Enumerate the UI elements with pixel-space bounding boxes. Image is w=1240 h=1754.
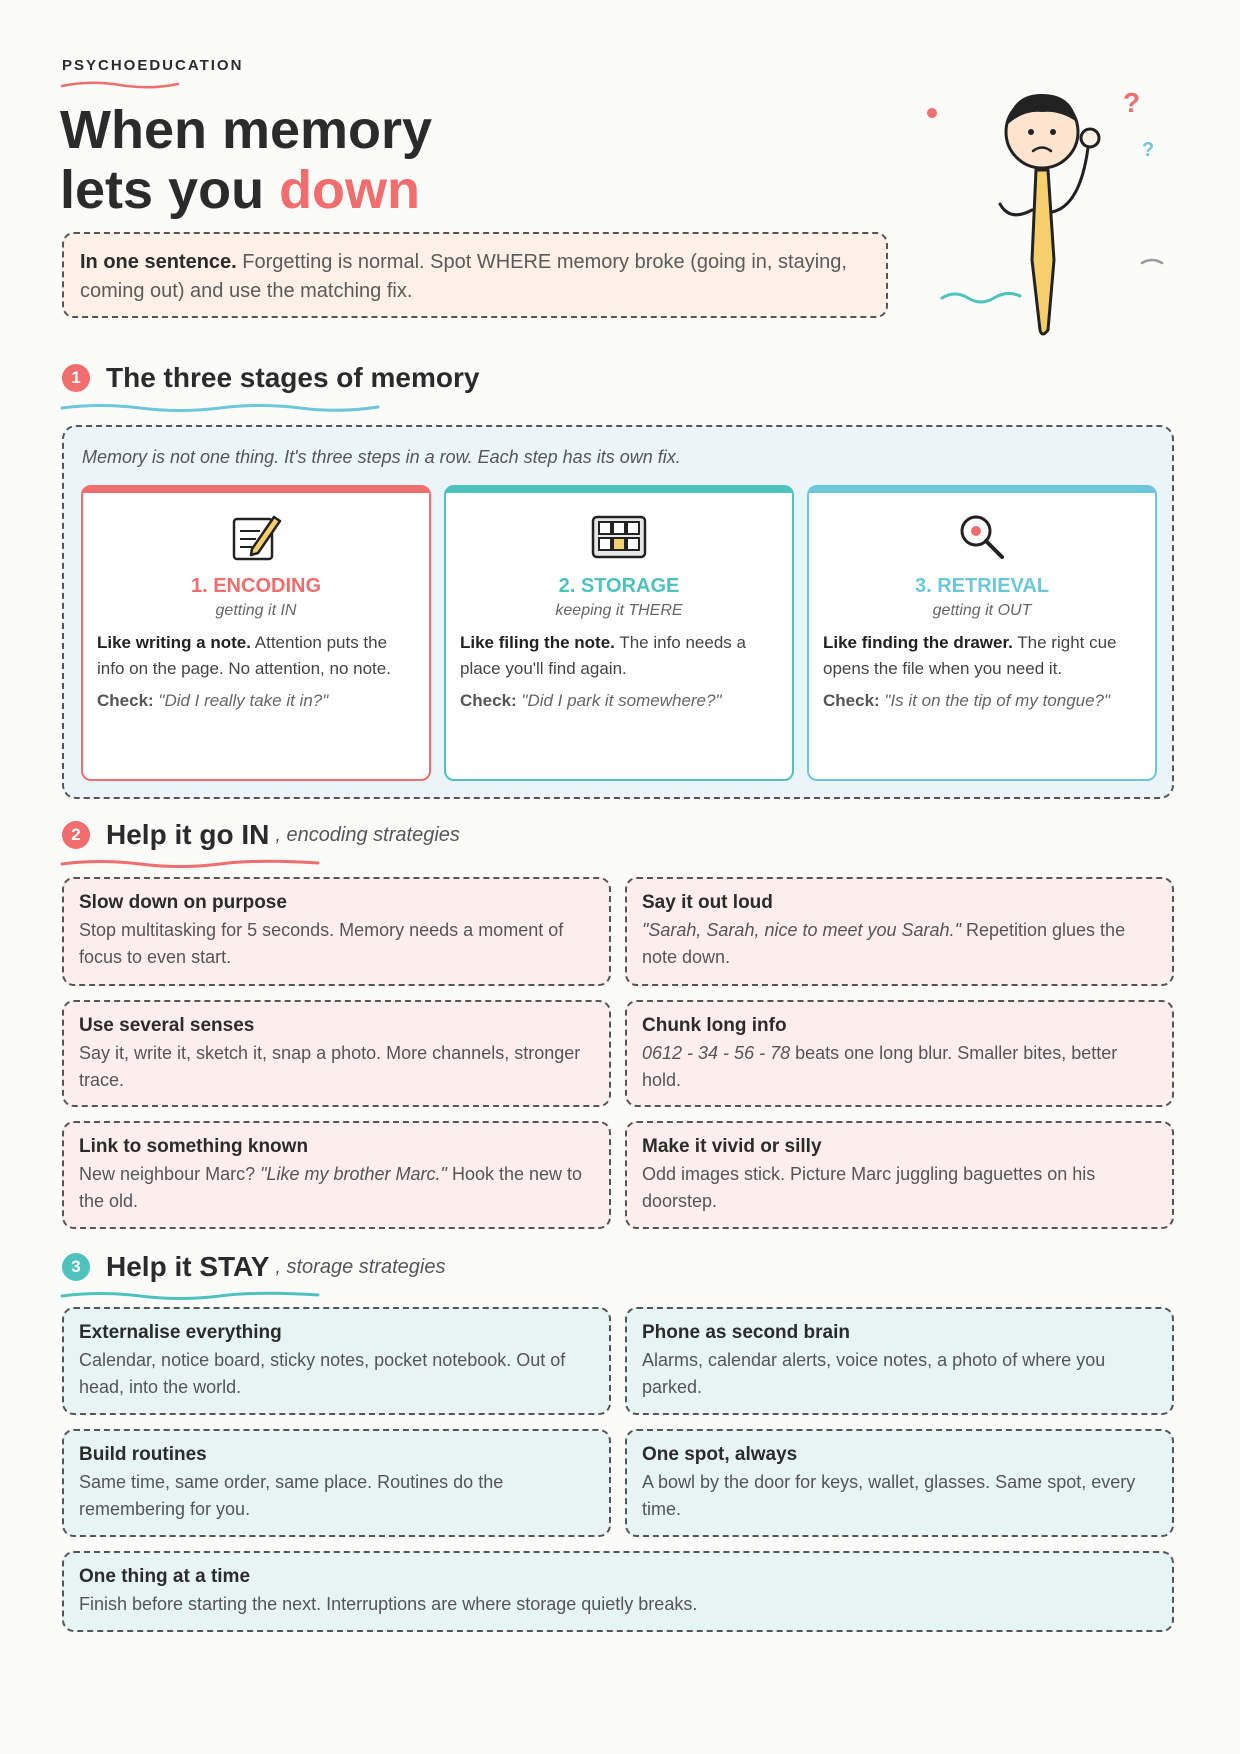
stage-name: 2. STORAGE: [558, 575, 680, 597]
stage-name: 3. RETRIEVAL: [914, 575, 1050, 597]
strategy-card: [62, 1000, 611, 1107]
card-title: One spot, always: [642, 1444, 798, 1465]
card-title: Make it vivid or silly: [642, 1136, 822, 1157]
section1-number: 1: [62, 364, 90, 392]
stages-intro: Memory is not one thing. It's three steps in a row. Each step has its own fix.: [82, 447, 681, 467]
check-label: Check:: [97, 691, 154, 710]
strategy-card: [625, 877, 1174, 986]
card-body: Say it, write it, sketch it, snap a photo. More channels, stronger trace.: [79, 1043, 581, 1090]
right-eye: [1050, 129, 1056, 135]
stage-desc-text: Attention puts the info on the page. No attention, no note.: [97, 633, 391, 678]
check-label: Check:: [823, 691, 880, 710]
check-label: Check:: [460, 691, 517, 710]
page-title: [60, 100, 432, 220]
card-body-text: Hook the new to the old.: [79, 1164, 583, 1211]
section2-underline: [60, 858, 320, 870]
section2-subtitle: , encoding strategies: [275, 823, 460, 846]
card-title: One thing at a time: [79, 1566, 251, 1587]
strategy-card-wide: [62, 1551, 1174, 1632]
strategy-card: [625, 1307, 1174, 1415]
card-title: Externalise everything: [79, 1322, 282, 1343]
check-question: "Did I really take it in?": [153, 691, 329, 710]
strategy-card: [625, 1000, 1174, 1107]
teal-squiggle-decor: [942, 293, 1020, 302]
stage-tagline: keeping it THERE: [555, 602, 683, 619]
card-body-text: beats one long blur. Smaller bites, better hold.: [642, 1043, 1118, 1090]
stage-check: [460, 688, 778, 714]
summary-label: In one sentence.: [80, 251, 237, 273]
section2-header: [62, 815, 460, 855]
stages-panel: [62, 425, 1174, 799]
coral-dot-decor: [927, 108, 937, 118]
left-eye: [1028, 129, 1034, 135]
card-body: Finish before starting the next. Interruptions are where storage quietly breaks.: [79, 1594, 698, 1614]
eyebrow-underline: [60, 80, 180, 90]
title-line1: When memory: [60, 100, 433, 160]
summary-box: [62, 232, 888, 318]
section3-subtitle: , storage strategies: [275, 1255, 446, 1278]
stage-check: [823, 688, 1141, 714]
strategy-card: [62, 1429, 611, 1537]
section1-underline: [60, 402, 380, 414]
card-quote: "Like my brother Marc.": [260, 1164, 447, 1184]
stage-tagline: getting it OUT: [932, 602, 1032, 619]
card-body: [642, 1040, 1157, 1094]
stage-desc-text: The info needs a place you'll find again.: [460, 633, 746, 678]
card-body: Same time, same order, same place. Routines do the remembering for you.: [79, 1472, 504, 1519]
left-arm: [1000, 204, 1032, 215]
stage-name: 1. ENCODING: [190, 575, 322, 597]
squiggle-decor: [1142, 260, 1162, 263]
card-quote: "Sarah, Sarah, nice to meet you Sarah.": [642, 920, 961, 940]
strategy-card: [625, 1429, 1174, 1537]
stage-card-topbar: [446, 487, 792, 493]
card-title: Chunk long info: [642, 1015, 787, 1036]
check-question: "Did I park it somewhere?": [516, 691, 722, 710]
card-body: Calendar, notice board, sticky notes, pocket notebook. Out of head, into the world.: [79, 1350, 566, 1397]
stage-card-topbar: [83, 487, 429, 493]
section3-underline: [60, 1290, 320, 1302]
card-body-pre: New neighbour Marc?: [79, 1164, 261, 1184]
card-title: Slow down on purpose: [79, 892, 287, 913]
card-body: Stop multitasking for 5 seconds. Memory needs a moment of focus to even start.: [79, 920, 564, 967]
stage-card-retrieval: [807, 485, 1157, 781]
section3-title: Help it STAY: [106, 1251, 270, 1282]
strategy-card: [62, 1307, 611, 1415]
section2-number: 2: [62, 821, 90, 849]
strategy-card: [62, 877, 611, 986]
card-title: Use several senses: [79, 1015, 255, 1036]
check-question: "Is it on the tip of my tongue?": [879, 691, 1111, 710]
card-title: Say it out loud: [642, 892, 773, 913]
stage-tagline: getting it IN: [215, 602, 297, 619]
section1-title: The three stages of memory: [106, 362, 480, 393]
strategy-card: [62, 1121, 611, 1229]
magnifier-icon: [952, 507, 1012, 567]
stage-check: [97, 688, 415, 714]
card-title: Link to something known: [79, 1136, 309, 1157]
strategy-card: [625, 1121, 1174, 1229]
stage-card-encoding: [81, 485, 431, 781]
title-accent: down: [279, 160, 421, 220]
section3-number: 3: [62, 1253, 90, 1281]
summary-text: Forgetting is normal. Spot WHERE memory broke (going in, staying, coming out) and use the matching fix.: [80, 251, 847, 302]
section3-header: [62, 1247, 445, 1287]
card-body: A bowl by the door for keys, wallet, glasses. Same spot, every time.: [642, 1472, 1136, 1519]
stage-lead: Like filing the note.: [460, 633, 615, 652]
section2-title: Help it go IN: [106, 819, 270, 850]
question-mark-icon: ?: [1123, 87, 1141, 118]
pencil-note-icon: [226, 507, 286, 567]
title-line2-prefix: lets you: [60, 160, 280, 220]
card-body: Alarms, calendar alerts, voice notes, a photo of where you parked.: [642, 1350, 1106, 1397]
eyebrow-label: PSYCHOEDUCATION: [62, 57, 244, 74]
section1-header: [62, 358, 479, 398]
body-shape: [1032, 170, 1054, 334]
stage-lead: Like writing a note.: [97, 633, 251, 652]
stage-description: [460, 630, 778, 682]
stage-card-storage: [444, 485, 794, 781]
hand: [1081, 129, 1099, 147]
card-title: Phone as second brain: [642, 1322, 850, 1343]
card-title: Build routines: [79, 1444, 207, 1465]
stage-desc-text: The right cue opens the file when you need it.: [823, 633, 1117, 678]
stage-description: [823, 630, 1141, 682]
card-body: [642, 917, 1157, 971]
card-body: Odd images stick. Picture Marc juggling baguettes on his doorstep.: [642, 1164, 1096, 1211]
confused-person-illustration: [920, 80, 1180, 350]
question-mark-small-icon: ?: [1142, 139, 1155, 161]
card-example: 0612 - 34 - 56 - 78: [642, 1043, 791, 1063]
card-body: [79, 1161, 594, 1215]
stage-lead: Like finding the drawer.: [823, 633, 1013, 652]
stage-card-topbar: [809, 487, 1155, 493]
card-body-text: Repetition glues the note down.: [642, 920, 1126, 967]
stage-description: [97, 630, 415, 682]
filing-grid-icon: [589, 507, 649, 567]
